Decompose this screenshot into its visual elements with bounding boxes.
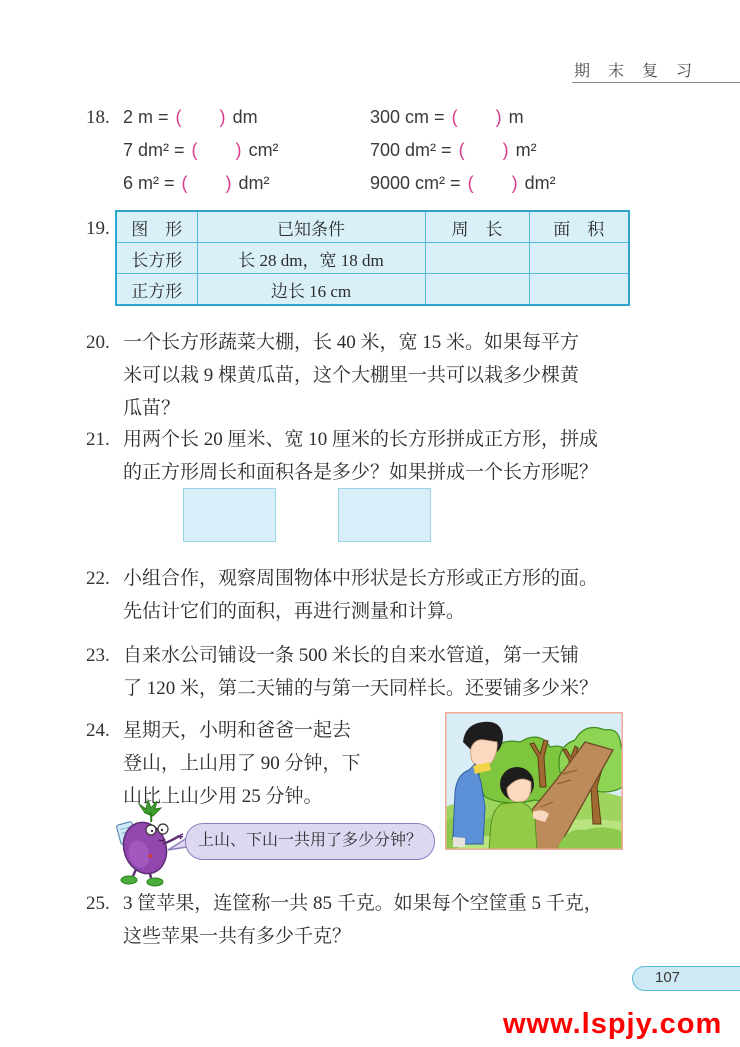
- conversion-item: 6 m² = ( ) dm²: [123, 173, 270, 193]
- conversion-item: 2 m = ( ) dm: [123, 107, 258, 127]
- problem-18: [86, 101, 661, 200]
- conversion-grid: [123, 101, 661, 200]
- problem-20: [86, 326, 661, 425]
- answer-box-2: [338, 488, 431, 542]
- cell-area-blank: [529, 243, 629, 274]
- problem-number: 22.: [86, 568, 110, 589]
- cell-shape: 长方形: [116, 243, 197, 274]
- problem-number: 25.: [86, 893, 110, 914]
- speech-bubble: 上山、下山一共用了多少分钟？: [185, 823, 435, 860]
- problem-25: [86, 887, 661, 953]
- answer-box-1: [183, 488, 276, 542]
- table-header-row: [116, 211, 629, 243]
- header-area: 面 积: [529, 211, 629, 243]
- cell-area-blank: [529, 274, 629, 306]
- problem-text: 用两个长 20 厘米、宽 10 厘米的长方形拼成正方形，拼成 的正方形周长和面积各是多少？如果拼成一个长方形呢？: [123, 429, 599, 483]
- conversion-item: 300 cm = ( ) m: [370, 107, 524, 127]
- header-known-conditions: 已知条件: [197, 211, 425, 243]
- conversion-row: [123, 101, 661, 134]
- site-watermark: www.lspjy.com: [503, 1008, 723, 1040]
- conversion-item: 7 dm² = ( ) cm²: [123, 140, 279, 160]
- glasses-icon: [146, 825, 156, 835]
- conversion-item: 9000 cm² = ( ) dm²: [370, 173, 556, 193]
- header-underline: [572, 82, 740, 83]
- conversion-row: [123, 134, 661, 167]
- table-row: [116, 243, 629, 274]
- problem-21: [86, 423, 661, 489]
- problem-text: 小组合作，观察周围物体中形状是长方形或正方形的面。 先估计它们的面积，再进行测量和计算。: [123, 568, 599, 622]
- problem-number: 21.: [86, 429, 110, 450]
- page-header-title: 期 末 复 习: [574, 63, 700, 80]
- problem-text: 3 筐苹果，连筐称一共 85 千克。如果每个空筐重 5 千克， 这些苹果一共有多少千克？: [123, 893, 603, 947]
- known-conditions-table: [115, 210, 630, 306]
- header-perimeter: 周 长: [425, 211, 529, 243]
- cell-perimeter-blank: [425, 243, 529, 274]
- table-row: [116, 274, 629, 306]
- problem-number: 18.: [86, 107, 110, 128]
- cell-perimeter-blank: [425, 274, 529, 306]
- problem-text: 一个长方形蔬菜大棚，长 40 米，宽 15 米。如果每平方 米可以栽 9 棵黄瓜苗，这个大棚里一共可以栽多少棵黄 瓜苗？: [123, 332, 580, 419]
- page-number-badge: 107: [632, 966, 740, 991]
- problem-number: 24.: [86, 720, 110, 741]
- conversion-row: [123, 167, 661, 200]
- problem-number: 23.: [86, 645, 110, 666]
- header-shape: 图 形: [116, 211, 197, 243]
- problem-23: [86, 639, 661, 705]
- problem-number: 20.: [86, 332, 110, 353]
- cell-conditions: 长 28 dm，宽 18 dm: [197, 243, 425, 274]
- problem-22: [86, 562, 661, 628]
- problem-text: 星期天，小明和爸爸一起去 登山，上山用了 90 分钟，下 山比上山少用 25 分钟。: [123, 720, 361, 807]
- cell-conditions: 边长 16 cm: [197, 274, 425, 306]
- conversion-item: 700 dm² = ( ) m²: [370, 140, 537, 160]
- problem-number: 19.: [86, 218, 110, 239]
- hiking-illustration: [445, 712, 623, 850]
- cell-shape: 正方形: [116, 274, 197, 306]
- problem-text: 自来水公司铺设一条 500 米长的自来水管道，第一天铺 了 120 米，第二天铺的与第一天同样长。还要铺多少米？: [123, 645, 599, 699]
